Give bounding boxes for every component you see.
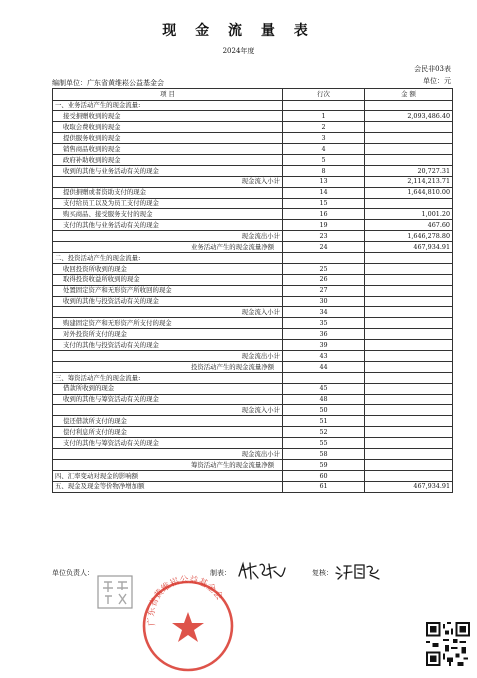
organization-label: 编制单位： — [52, 79, 87, 87]
row-item: 政府补助收到的现金 — [53, 154, 283, 165]
row-line-number: 44 — [283, 361, 365, 372]
row-amount — [365, 133, 453, 144]
row-amount — [365, 459, 453, 470]
row-amount — [365, 296, 453, 307]
table-row — [53, 481, 453, 492]
table-row — [53, 209, 453, 220]
header-amount: 金 额 — [365, 89, 453, 101]
row-item: 四、汇率变动对现金的影响额 — [53, 470, 283, 481]
row-amount — [365, 361, 453, 372]
row-line-number: 60 — [283, 470, 365, 481]
row-amount — [365, 350, 453, 361]
currency-unit: 单位：元 — [423, 77, 451, 85]
table-row — [53, 274, 453, 285]
row-item: 三、筹资活动产生的现金流量: — [53, 372, 283, 383]
table-row — [53, 111, 453, 122]
row-line-number: 24 — [283, 242, 365, 253]
row-item: 收回投资所收到的现金 — [53, 263, 283, 274]
row-line-number: 52 — [283, 427, 365, 438]
row-amount — [365, 438, 453, 449]
row-line-number — [283, 372, 365, 383]
svg-text:广东省黄维崧公益基金会 — [145, 573, 226, 626]
row-item: 二、投资活动产生的现金流量: — [53, 252, 283, 263]
row-line-number: 13 — [283, 176, 365, 187]
row-amount — [365, 427, 453, 438]
row-item: 对外投资所支付的现金 — [53, 329, 283, 340]
row-line-number: 39 — [283, 340, 365, 351]
round-seal-icon — [140, 568, 236, 678]
row-line-number — [283, 252, 365, 263]
row-item: 偿还借款所支付的现金 — [53, 416, 283, 427]
row-item: 收到的其他与投资活动有关的现金 — [53, 296, 283, 307]
row-item: 筹资活动产生的现金流量净额 — [53, 459, 283, 470]
row-item: 五、现金及现金等价物净增加额 — [53, 481, 283, 492]
row-line-number: 26 — [283, 274, 365, 285]
row-line-number: 15 — [283, 198, 365, 209]
row-amount: 467,934.91 — [365, 242, 453, 253]
row-amount: 467.60 — [365, 220, 453, 231]
row-item: 现金流出小计 — [53, 231, 283, 242]
row-amount — [365, 416, 453, 427]
row-item: 收取会费收到的现金 — [53, 122, 283, 133]
table-row — [53, 133, 453, 144]
row-item: 偿付利息所支付的现金 — [53, 427, 283, 438]
table-row — [53, 307, 453, 318]
row-line-number: 14 — [283, 187, 365, 198]
row-item: 一、业务活动产生的现金流量: — [53, 100, 283, 111]
row-amount — [365, 394, 453, 405]
table-row — [53, 427, 453, 438]
header-line: 行次 — [283, 89, 365, 101]
table-row — [53, 220, 453, 231]
row-item: 支付的其他与筹资活动有关的现金 — [53, 438, 283, 449]
row-line-number: 23 — [283, 231, 365, 242]
row-line-number — [283, 100, 365, 111]
row-line-number: 55 — [283, 438, 365, 449]
table-row — [53, 438, 453, 449]
row-line-number: 3 — [283, 133, 365, 144]
table-header-row — [53, 89, 453, 101]
row-line-number: 4 — [283, 144, 365, 155]
table-row — [53, 459, 453, 470]
table-row — [53, 187, 453, 198]
table-row — [53, 383, 453, 394]
row-item: 收到的其他与业务活动有关的现金 — [53, 165, 283, 176]
row-item: 提供捐赠或者资助支付的现金 — [53, 187, 283, 198]
row-amount: 1,644,810.00 — [365, 187, 453, 198]
row-line-number: 50 — [283, 405, 365, 416]
row-line-number: 61 — [283, 481, 365, 492]
row-item: 现金流入小计 — [53, 405, 283, 416]
table-row — [53, 154, 453, 165]
head-signature-label: 单位负责人： — [52, 569, 94, 577]
row-line-number: 27 — [283, 285, 365, 296]
row-amount — [365, 307, 453, 318]
row-item: 现金流出小计 — [53, 350, 283, 361]
table-row — [53, 470, 453, 481]
form-code: 会民非03表 — [414, 65, 451, 73]
reviewer-signature-label: 复核： — [312, 569, 333, 577]
table-row — [53, 242, 453, 253]
row-amount — [365, 285, 453, 296]
row-line-number: 35 — [283, 318, 365, 329]
row-line-number: 48 — [283, 394, 365, 405]
row-amount — [365, 252, 453, 263]
organization-name: 广东省黄维崧公益基金会 — [87, 79, 164, 87]
row-item: 提供服务收到的现金 — [53, 133, 283, 144]
row-item: 支付给员工以及为员工支付的现金 — [53, 198, 283, 209]
row-amount — [365, 449, 453, 460]
row-line-number: 16 — [283, 209, 365, 220]
row-amount — [365, 318, 453, 329]
seal-text: 广东省黄维崧公益基金会 — [146, 575, 225, 627]
row-line-number: 1 — [283, 111, 365, 122]
row-line-number: 8 — [283, 165, 365, 176]
row-amount — [365, 198, 453, 209]
row-line-number: 45 — [283, 383, 365, 394]
header-item: 项 目 — [53, 89, 283, 101]
row-amount — [365, 263, 453, 274]
row-amount — [365, 144, 453, 155]
table-row — [53, 198, 453, 209]
table-row — [53, 285, 453, 296]
row-amount — [365, 340, 453, 351]
row-amount — [365, 100, 453, 111]
table-row — [53, 144, 453, 155]
table-row — [53, 416, 453, 427]
row-item: 支付的其他与投资活动有关的现金 — [53, 340, 283, 351]
row-amount — [365, 329, 453, 340]
table-row — [53, 449, 453, 460]
row-item: 购买商品、接受服务支付的现金 — [53, 209, 283, 220]
row-amount — [365, 383, 453, 394]
row-amount — [365, 154, 453, 165]
row-amount — [365, 372, 453, 383]
row-item: 投资活动产生的现金流量净额 — [53, 361, 283, 372]
table-row — [53, 340, 453, 351]
table-row — [53, 252, 453, 263]
table-row — [53, 318, 453, 329]
row-item: 购建固定资产和无形资产所支付的现金 — [53, 318, 283, 329]
row-item: 现金流入小计 — [53, 307, 283, 318]
row-amount — [365, 405, 453, 416]
cash-flow-table — [52, 88, 453, 493]
row-item: 销售商品收到的现金 — [53, 144, 283, 155]
row-line-number: 51 — [283, 416, 365, 427]
row-line-number: 58 — [283, 449, 365, 460]
reviewer-handwritten-signature — [334, 562, 382, 582]
table-row — [53, 100, 453, 111]
table-row — [53, 372, 453, 383]
row-line-number: 43 — [283, 350, 365, 361]
qr-code-icon — [426, 622, 470, 666]
table-row — [53, 165, 453, 176]
row-line-number: 36 — [283, 329, 365, 340]
table-row — [53, 122, 453, 133]
row-item: 业务活动产生的现金流量净额 — [53, 242, 283, 253]
head-name-seal — [96, 574, 134, 610]
table-row — [53, 296, 453, 307]
row-item: 处置固定资产和无形资产所收回的现金 — [53, 285, 283, 296]
row-item: 支付的其他与业务活动有关的现金 — [53, 220, 283, 231]
preparer-signature-label: 制表： — [210, 569, 231, 577]
row-item: 借款所收到的现金 — [53, 383, 283, 394]
row-amount — [365, 122, 453, 133]
report-title: 现 金 流 量 表 — [162, 23, 315, 39]
row-line-number: 25 — [283, 263, 365, 274]
table-row — [53, 231, 453, 242]
organization — [52, 78, 164, 88]
report-year: 2024年度 — [222, 47, 255, 55]
table-row — [53, 361, 453, 372]
row-line-number: 2 — [283, 122, 365, 133]
table-row — [53, 176, 453, 187]
row-line-number: 30 — [283, 296, 365, 307]
preparer-handwritten-signature — [236, 560, 288, 582]
table-row — [53, 394, 453, 405]
row-item: 现金流出小计 — [53, 449, 283, 460]
row-amount — [365, 470, 453, 481]
row-amount: 1,001.20 — [365, 209, 453, 220]
row-line-number: 34 — [283, 307, 365, 318]
table-row — [53, 263, 453, 274]
row-amount: 20,727.31 — [365, 165, 453, 176]
row-item: 接受捐赠收到的现金 — [53, 111, 283, 122]
row-amount — [365, 274, 453, 285]
table-row — [53, 329, 453, 340]
row-line-number: 59 — [283, 459, 365, 470]
row-line-number: 19 — [283, 220, 365, 231]
row-amount: 1,646,278.80 — [365, 231, 453, 242]
row-line-number: 5 — [283, 154, 365, 165]
row-amount: 2,114,213.71 — [365, 176, 453, 187]
row-amount: 467,934.91 — [365, 481, 453, 492]
row-amount: 2,093,486.40 — [365, 111, 453, 122]
table-row — [53, 405, 453, 416]
table-row — [53, 350, 453, 361]
row-item: 现金流入小计 — [53, 176, 283, 187]
row-item: 收到的其他与筹资活动有关的现金 — [53, 394, 283, 405]
row-item: 取得投资收益所收到的现金 — [53, 274, 283, 285]
